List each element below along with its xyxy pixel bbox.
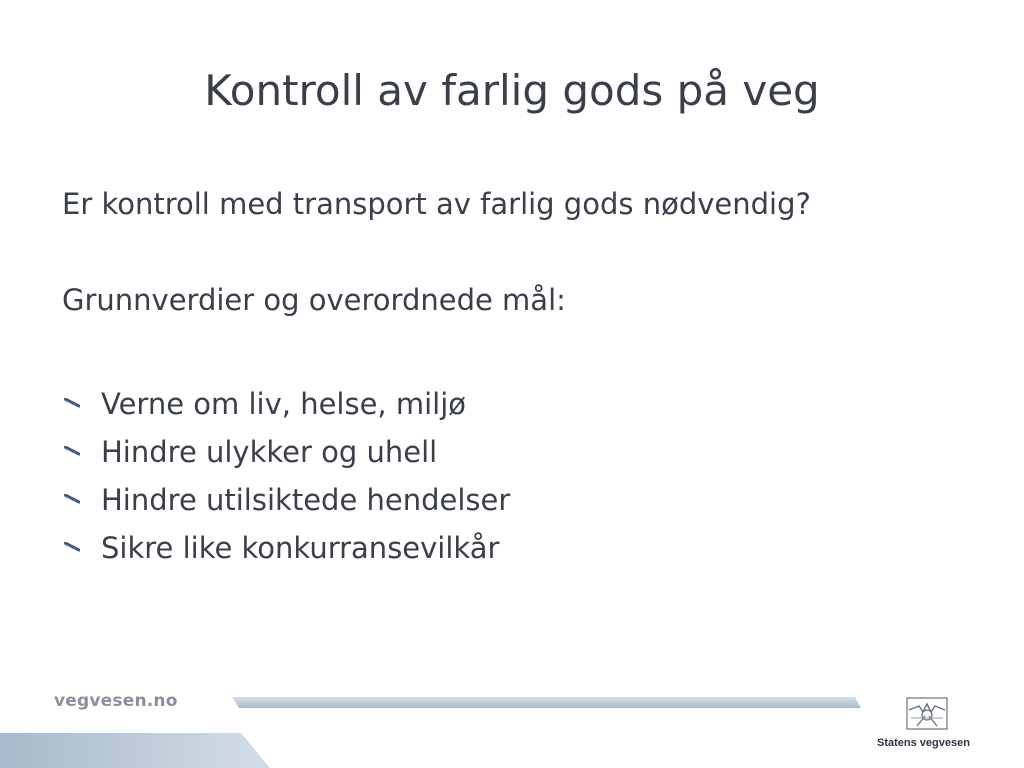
question-text: Er kontroll med transport av farlig gods nødvendig? xyxy=(62,187,811,221)
bullet-marker-icon xyxy=(64,398,80,408)
values-heading: Grunnverdier og overordnede mål: xyxy=(62,283,566,317)
bullet-text: Verne om liv, helse, miljø xyxy=(101,387,467,421)
bullet-text: Hindre utilsiktede hendelser xyxy=(101,483,511,517)
statens-vegvesen-emblem-icon xyxy=(903,696,951,732)
footer-stripe-lower xyxy=(0,733,270,768)
bullet-text: Sikre like konkurransevilkår xyxy=(101,531,500,565)
bullet-marker-icon xyxy=(64,446,80,456)
organization-name: Statens vegvesen xyxy=(877,737,970,749)
slide-title: Kontroll av farlig gods på veg xyxy=(204,66,820,115)
bullet-marker-icon xyxy=(64,494,80,504)
bullet-text: Hindre ulykker og uhell xyxy=(101,435,438,469)
bullet-marker-icon xyxy=(64,542,80,552)
website-logo-text: vegvesen.no xyxy=(54,691,178,711)
footer-stripe-upper xyxy=(232,697,861,708)
